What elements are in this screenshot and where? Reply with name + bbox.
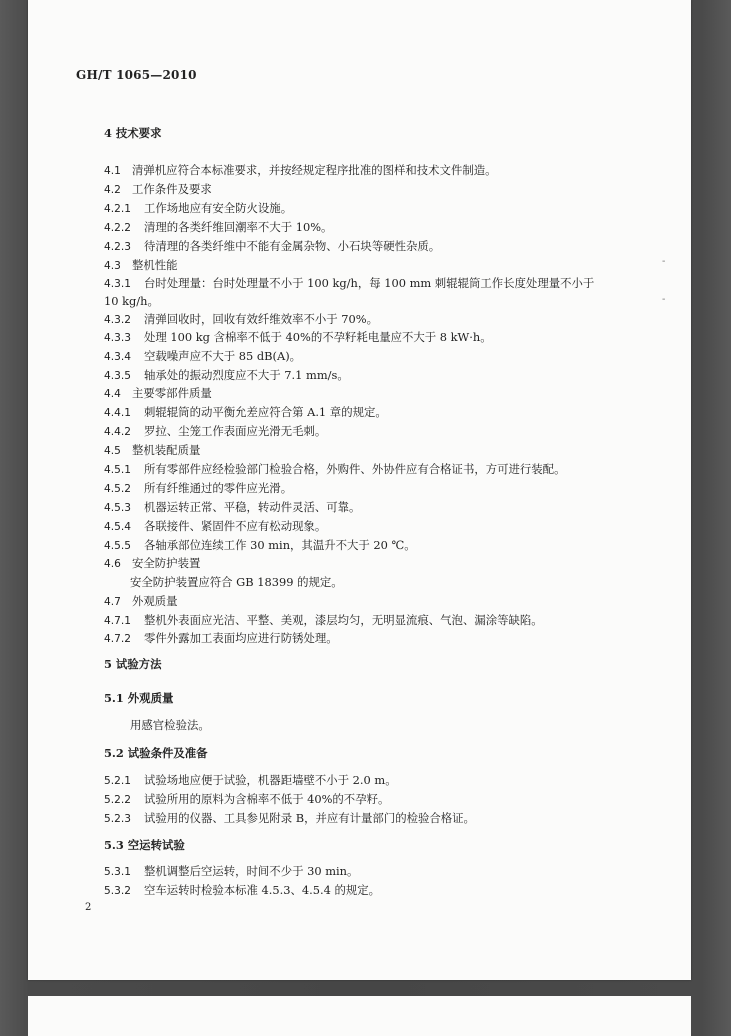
clause-text: 试验所用的原料为含棉率不低于 40%的不孕籽。 (144, 792, 390, 806)
standard-header: GH/T 1065—2010 (76, 68, 197, 82)
clause-line (104, 613, 543, 628)
section-5-3-title: 5.3 空运转试验 (104, 838, 185, 852)
clause-number: 4.7.1 (104, 615, 131, 627)
clause-text: 各联接件、紧固件不应有松动现象。 (144, 519, 327, 533)
clause-number: 4.5.4 (104, 521, 131, 533)
clause-number: 5.3.1 (104, 866, 131, 878)
clause-number: 4.7 (104, 596, 121, 608)
clause-number: 4.5.1 (104, 464, 131, 476)
clause-line (104, 405, 387, 420)
clause-text: 10 kg/h。 (104, 294, 159, 308)
scan-mark: - (662, 294, 666, 305)
clause-text: 轴承处的振动烈度应不大于 7.1 mm/s。 (144, 368, 349, 382)
clause-number: 4.2.3 (104, 241, 131, 253)
scan-mark: - (662, 256, 666, 267)
clause-text: 清弹机应符合本标准要求，并按经规定程序批准的图样和技术文件制造。 (132, 163, 497, 177)
clause-line (104, 220, 332, 235)
clause-text: 所有零部件应经检验部门检验合格，外购件、外协件应有合格证书，方可进行装配。 (144, 462, 566, 476)
clause-line (104, 258, 178, 273)
clause-number: 4.4.2 (104, 426, 131, 438)
clause-number: 5.2.1 (104, 775, 131, 787)
clause-text: 整机外表面应光洁、平整、美观，漆层均匀，无明显流痕、气泡、漏涂等缺陷。 (144, 613, 543, 627)
clause-number: 4.3.3 (104, 332, 131, 344)
clause-line (104, 481, 292, 496)
clause-number: 5.2.3 (104, 813, 131, 825)
clause-line (104, 538, 416, 553)
clause-text: 主要零部件质量 (132, 386, 212, 400)
clause-text: 安全防护装置 (132, 556, 201, 570)
clause-number: 4.5.5 (104, 540, 131, 552)
clause-line (104, 294, 159, 308)
clause-text: 刺辊辊筒的动平衡允差应符合第 A.1 章的规定。 (144, 405, 387, 419)
clause-number: 4.3.2 (104, 314, 131, 326)
clause-line (104, 163, 497, 178)
clause-line (104, 500, 360, 515)
clause-number: 4.6 (104, 558, 121, 570)
clause-text: 所有纤维通过的零件应光滑。 (144, 481, 293, 495)
clause-number: 4.3 (104, 260, 121, 272)
clause-text: 待清理的各类纤维中不能有金属杂物、小石块等硬性杂质。 (144, 239, 441, 253)
clause-text: 清理的各类纤维回潮率不大于 10%。 (144, 220, 333, 234)
clause-text: 试验场地应便于试验，机器距墙壁不小于 2.0 m。 (144, 773, 397, 787)
clause-number: 4.3.1 (104, 278, 131, 290)
clause-text: 空车运转时检验本标准 4.5.3、4.5.4 的规定。 (144, 883, 381, 897)
clause-text: 清弹回收时，回收有效纤维效率不小于 70%。 (144, 312, 378, 326)
clause-line (104, 811, 475, 826)
clause-number: 4.3.5 (104, 370, 131, 382)
clause-line (104, 631, 338, 646)
page-number: 2 (85, 902, 92, 913)
clause-line (104, 276, 594, 291)
clause-number: 4.4.1 (104, 407, 131, 419)
clause-line (104, 864, 358, 879)
clause-line (104, 443, 200, 458)
clause-text: 外观质量 (132, 594, 178, 608)
clause-line (104, 239, 440, 254)
clause-number: 4.2 (104, 184, 121, 196)
section-5-2-title: 5.2 试验条件及准备 (104, 746, 208, 760)
clause-number: 5.3.2 (104, 885, 131, 897)
clause-text: 处理 100 kg 含棉率不低于 40%的不孕籽耗电量应不大于 8 kW·h。 (144, 330, 492, 344)
clause-text: 工作条件及要求 (132, 182, 212, 196)
clause-text: 台时处理量：台时处理量不小于 100 kg/h，每 100 mm 刺辊辊筒工作长度处理量不小于 (144, 276, 595, 290)
clause-line (104, 368, 349, 383)
section-4-title: 4 技术要求 (104, 126, 162, 140)
clause-line (104, 424, 326, 439)
clause-number: 4.5 (104, 445, 121, 457)
clause-number: 4.1 (104, 165, 121, 177)
clause-text: 整机性能 (132, 258, 178, 272)
clause-text: 整机装配质量 (132, 443, 201, 457)
clause-text: 零件外露加工表面均应进行防锈处理。 (144, 631, 338, 645)
clause-line (104, 462, 565, 477)
clause-line (104, 773, 397, 788)
clause-number: 4.5.2 (104, 483, 131, 495)
clause-number: 4.3.4 (104, 351, 131, 363)
clause-text: 空载噪声应不大于 85 dB(A)。 (144, 349, 302, 363)
clause-text: 机器运转正常、平稳，转动件灵活、可靠。 (144, 500, 361, 514)
clause-number: 4.5.3 (104, 502, 131, 514)
clause-number: 4.7.2 (104, 633, 131, 645)
clause-text: 各轴承部位连续工作 30 min，其温升不大于 20 ℃。 (144, 538, 416, 552)
clause-text: 整机调整后空运转，时间不少于 30 min。 (144, 864, 359, 878)
clause-text: 安全防护装置应符合 GB 18399 的规定。 (130, 575, 343, 589)
clause-line (104, 883, 380, 898)
clause-number: 5.2.2 (104, 794, 131, 806)
clause-text: 工作场地应有安全防火设施。 (144, 201, 293, 215)
clause-line (104, 201, 292, 216)
section-5-1-title: 5.1 外观质量 (104, 691, 174, 705)
clause-number: 4.2.1 (104, 203, 131, 215)
clause-line (130, 575, 343, 589)
clause-line (104, 386, 212, 401)
clause-line (104, 556, 200, 571)
section-5-1-text: 用感官检验法。 (130, 718, 210, 732)
clause-number: 4.4 (104, 388, 121, 400)
clause-line (104, 330, 492, 345)
next-page-edge (28, 996, 691, 1036)
clause-line (104, 312, 378, 327)
clause-line (104, 594, 178, 609)
clause-text: 试验用的仪器、工具参见附录 B，并应有计量部门的检验合格证。 (144, 811, 475, 825)
clause-line (104, 349, 301, 364)
section-5-title: 5 试验方法 (104, 657, 162, 671)
clause-number: 4.2.2 (104, 222, 131, 234)
clause-line (104, 182, 212, 197)
clause-line (104, 519, 326, 534)
clause-line (104, 792, 389, 807)
clause-text: 罗拉、尘笼工作表面应光滑无毛刺。 (144, 424, 327, 438)
